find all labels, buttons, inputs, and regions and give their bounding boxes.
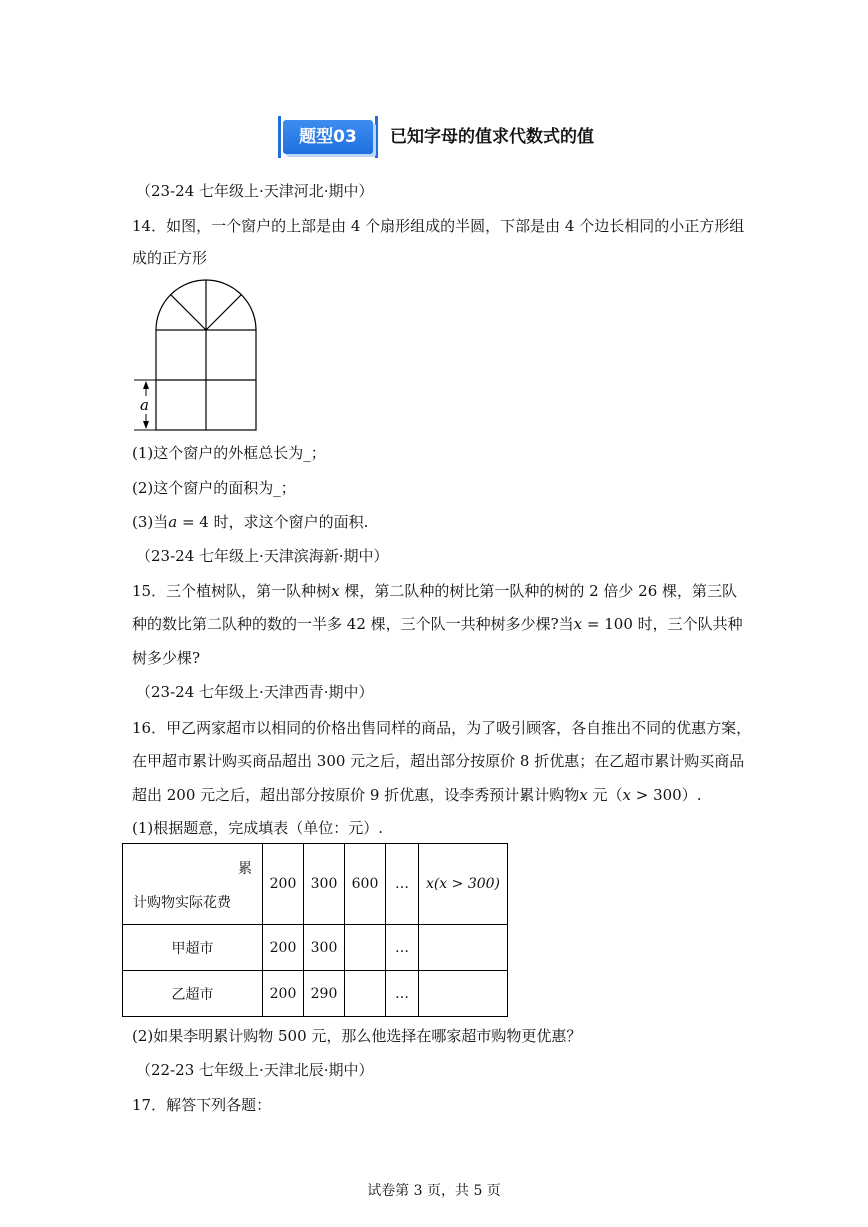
q15-line3: 树多少棵? — [132, 649, 201, 667]
q14-source: （23-24 七年级上·天津河北·期中） — [136, 182, 374, 200]
col-header: … — [386, 844, 419, 925]
q16-line3: 超出 200 元之后，超出部分按原价 9 折优惠，设李秀预计累计购物x 元（x > 300）. — [132, 786, 702, 804]
q14-part1: (1)这个窗户的外框总长为_； — [132, 444, 326, 462]
table-cell: 290 — [304, 971, 345, 1017]
arrow-up-icon — [143, 381, 149, 389]
q14-part3: (3)当a = 4 时，求这个窗户的面积. — [132, 513, 369, 531]
section-banner — [0, 120, 868, 160]
window-figure — [130, 278, 270, 434]
sector-line-left — [171, 295, 206, 330]
table-cell: 200 — [263, 925, 304, 971]
table-cell-blank[interactable] — [345, 925, 386, 971]
table-row — [123, 925, 508, 971]
q16-part2: (2)如果李明累计购物 500 元，那么他选择在哪家超市购物更优惠？ — [132, 1027, 582, 1045]
q17-source: （22-23 七年级上·天津北辰·期中） — [136, 1061, 374, 1079]
q14-part2: (2)这个窗户的面积为_； — [132, 479, 296, 497]
figure-label-a: a — [140, 396, 149, 414]
table-row — [123, 971, 508, 1017]
q16-part1: (1)根据题意，完成填表（单位：元）. — [132, 819, 384, 837]
row-label: 乙超市 — [123, 971, 263, 1017]
price-table — [122, 843, 508, 1017]
section-title: 已知字母的值求代数式的值 — [390, 127, 594, 147]
q16-line2: 在甲超市累计购买商品超出 300 元之后，超出部分按原价 8 折优惠；在乙超市累计购买商品 — [132, 752, 745, 770]
q15-line2: 种的数比第二队种的数的一半多 42 棵，三个队一共种树多少棵?当x = 100 时，三个队共种 — [132, 615, 743, 633]
col-header: 600 — [345, 844, 386, 925]
table-cell: 300 — [304, 925, 345, 971]
table-header-row — [123, 844, 508, 925]
table-cell: 200 — [263, 971, 304, 1017]
q14-stem-line1: 14．如图，一个窗户的上部是由 4 个扇形组成的半圆，下部是由 4 个边长相同的小正方形组 — [132, 217, 745, 235]
col-header: 300 — [304, 844, 345, 925]
table-cell-blank[interactable] — [419, 925, 508, 971]
section-badge: 题型03 — [283, 120, 373, 154]
table-cell: … — [386, 971, 419, 1017]
table-cell: … — [386, 925, 419, 971]
q15-line1: 15．三个植树队，第一队种树x 棵，第二队种的树比第一队种的树的 2 倍少 26 棵，第三队 — [132, 582, 738, 600]
table-header-cell: 累 计购物实际花费 — [123, 844, 263, 925]
row-label: 甲超市 — [123, 925, 263, 971]
q17-stem: 17．解答下列各题： — [132, 1096, 272, 1114]
page-footer: 试卷第 3 页，共 5 页 — [367, 1183, 501, 1199]
q16-source: （23-24 七年级上·天津西青·期中） — [136, 683, 374, 701]
arrow-down-icon — [143, 421, 149, 429]
table-cell-blank[interactable] — [419, 971, 508, 1017]
sector-line-right — [206, 295, 241, 330]
q16-line1: 16．甲乙两家超市以相同的价格出售同样的商品，为了吸引顾客，各自推出不同的优惠方案， — [132, 719, 752, 737]
table-cell-blank[interactable] — [345, 971, 386, 1017]
q14-stem-line2: 成的正方形 — [132, 249, 208, 267]
q15-source: （23-24 七年级上·天津滨海新·期中） — [136, 547, 389, 565]
col-header: 200 — [263, 844, 304, 925]
col-header-expression: x(x > 300) — [419, 844, 508, 925]
